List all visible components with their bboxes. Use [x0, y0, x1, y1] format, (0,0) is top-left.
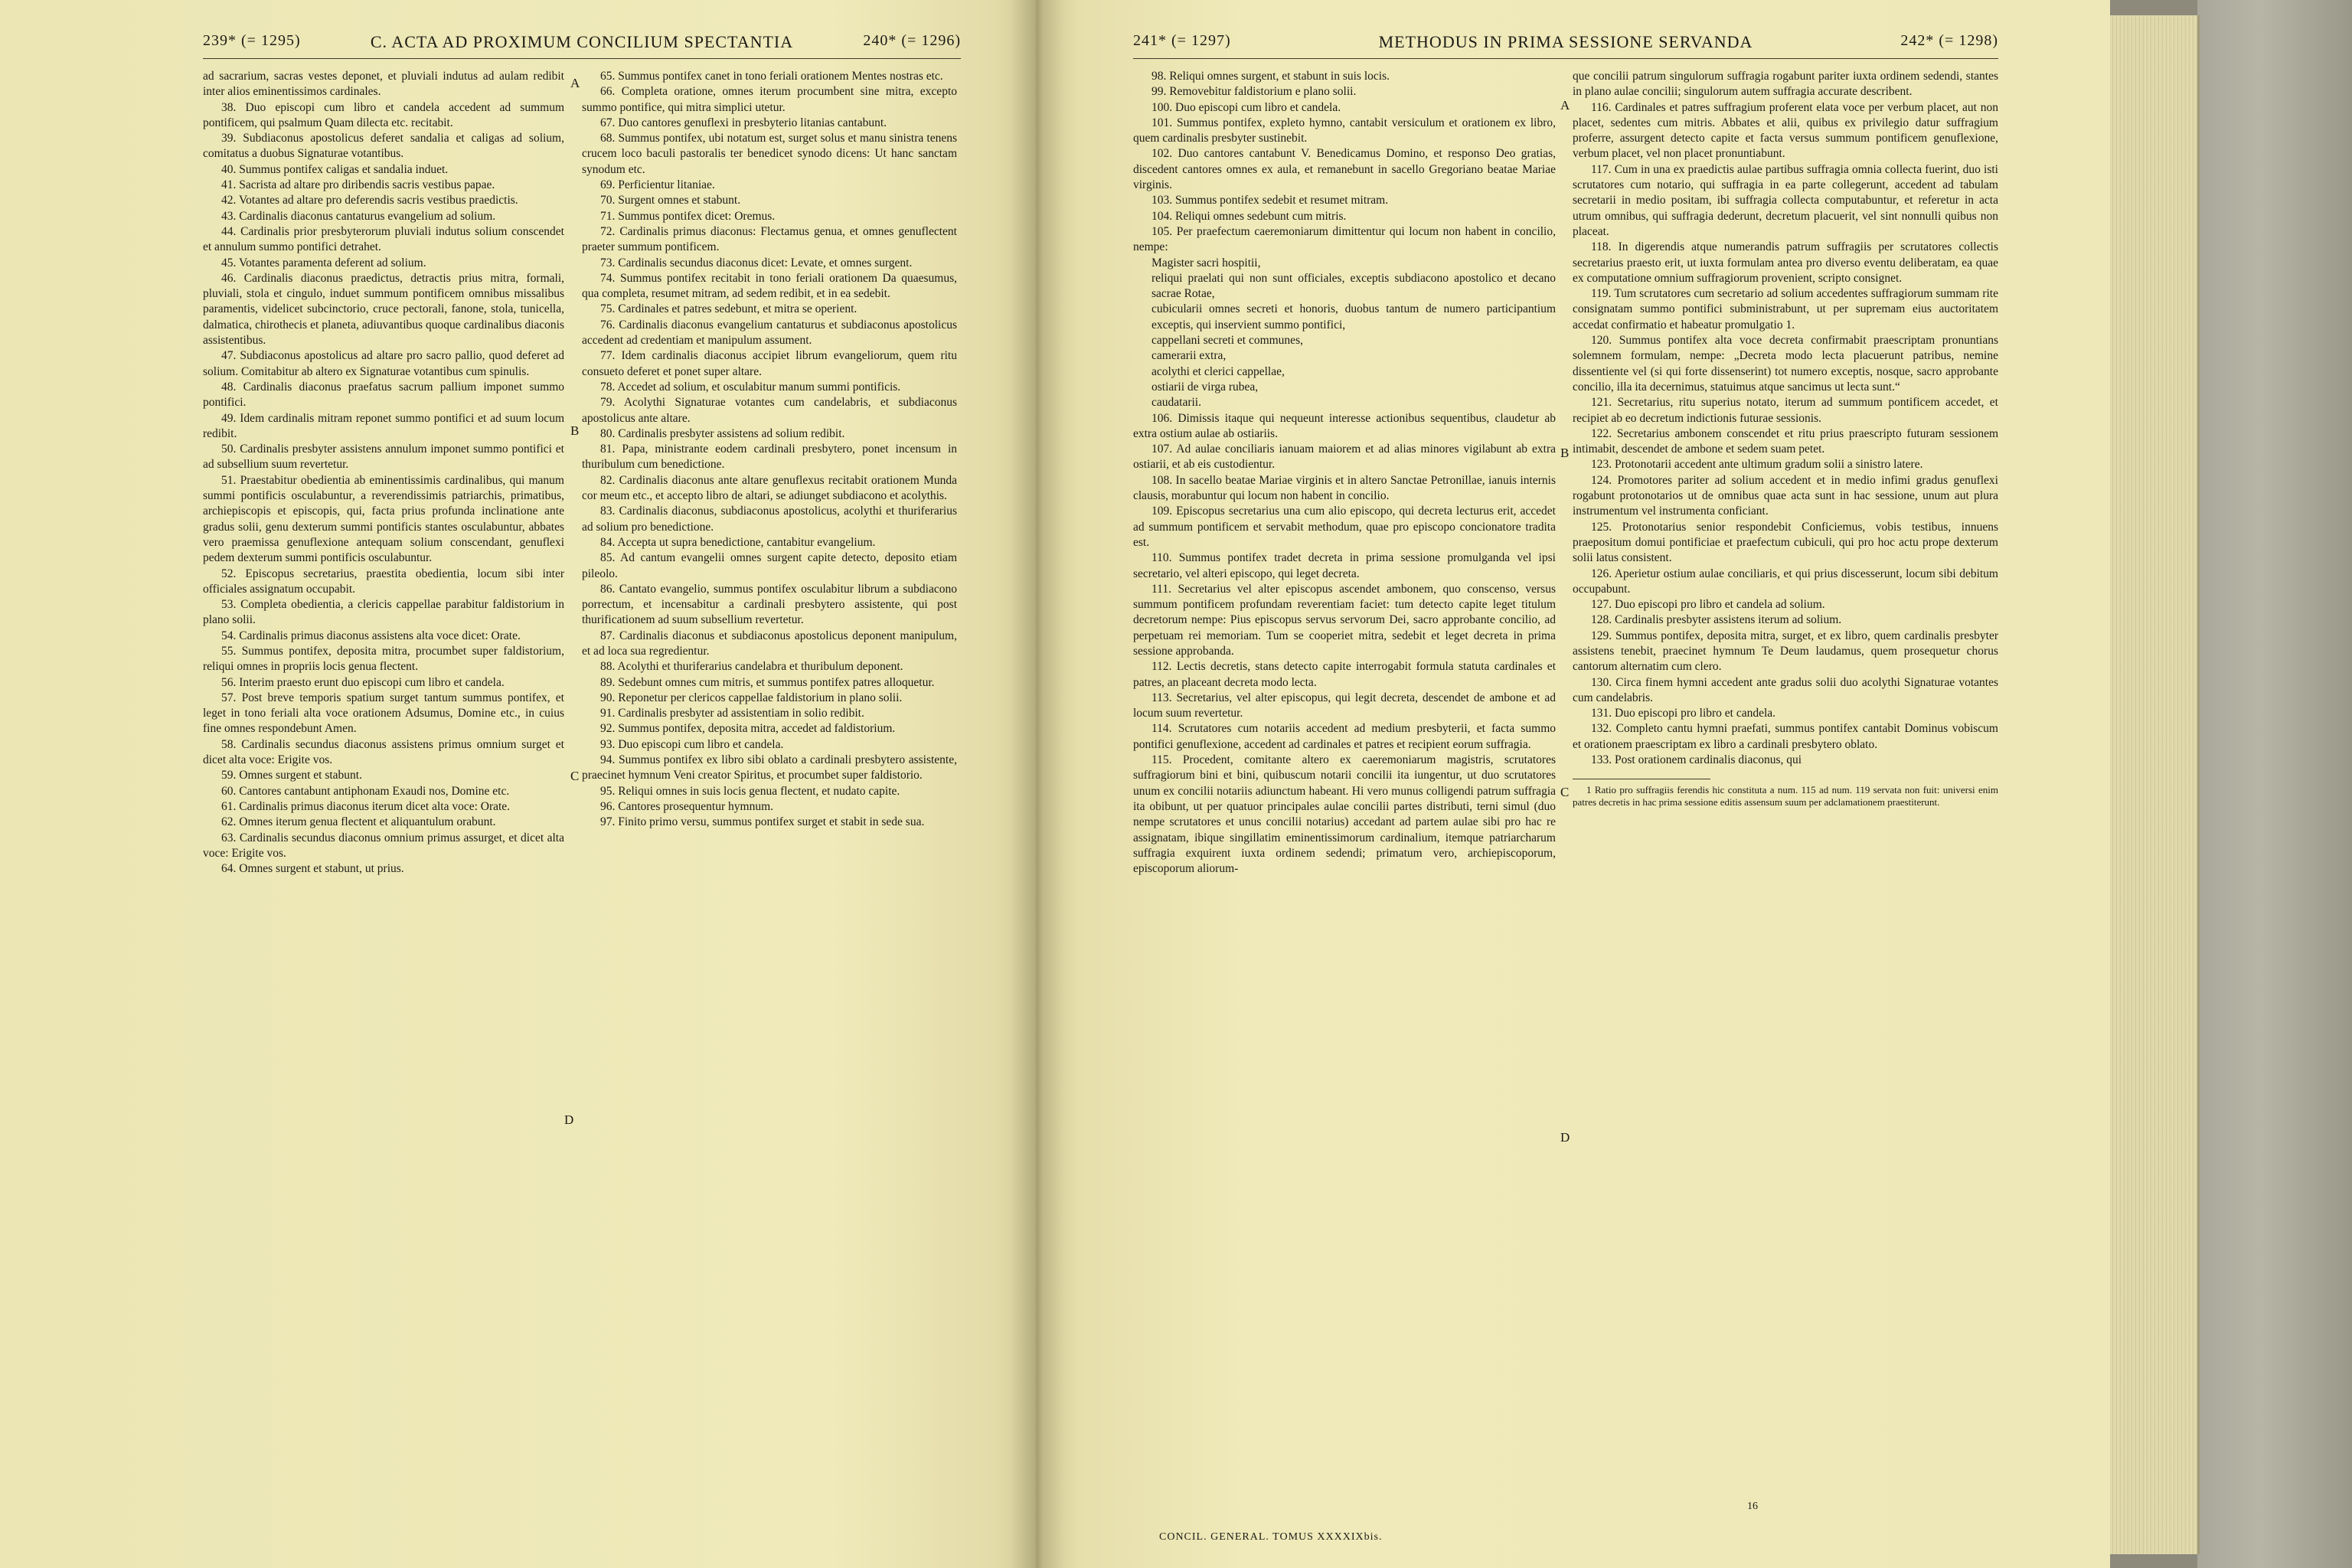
right-running-head — [1133, 31, 1998, 59]
paragraph: 103. Summus pontifex sedebit et resumet mitram. — [1152, 194, 1389, 207]
paragraph: 71. Summus pontifex dicet: Oremus. — [600, 209, 776, 223]
paragraph: 70. Surgent omnes et stabunt. — [600, 194, 741, 207]
paragraph: 76. Cardinalis diaconus evangelium cantaturus et subdiaconus apostolicus accedent ad credentiam et manipulum assument. — [582, 318, 957, 348]
paragraph: 89. Sedebunt omnes cum mitris, et summus pontifex patres alloquetur. — [600, 675, 935, 689]
paragraph: 54. Cardinalis primus diaconus assistens alta voce dicet: Orate. — [221, 629, 521, 642]
paragraph: 112. Lectis decretis, stans detecto capite interrogabit formula statuta cardinales et patres, an placeant decreta modo lecta. — [1133, 660, 1556, 689]
paragraph: 104. Reliqui omnes sedebunt cum mitris. — [1152, 209, 1347, 223]
paragraph: 121. Secretarius, ritu superius notato, iterum ad summum pontificem accedet, et recipiet ab eo decretum indictionis futurae sessionis. — [1573, 396, 1998, 425]
paragraph: 123. Protonotarii accedent ante ultimum gradum solii a sinistro latere. — [1591, 458, 1923, 472]
paragraph: 52. Episcopus secretarius, praestita obedientia, locum sibi inter officiales assignatum occupabit. — [203, 567, 564, 596]
list-item: Magister sacri hospitii, — [1152, 256, 1261, 270]
paragraph: 79. Acolythi Signaturae votantes cum candelabris, et subdiaconus apostolicus ante altare. — [582, 396, 957, 425]
left-page — [0, 0, 1035, 1568]
paragraph: 42. Votantes ad altare pro deferendis sacris vestibus praedictis. — [221, 194, 518, 207]
paragraph: 69. Perficientur litaniae. — [600, 178, 715, 192]
paragraph: 56. Interim praesto erunt duo episcopi cum libro et candela. — [221, 675, 505, 689]
paragraph: 38. Duo episcopi cum libro et candela accedent ad summum pontificem, qui psalmum Quam dilecta etc. recitabit. — [203, 100, 564, 129]
page-edges — [2110, 15, 2200, 1554]
paragraph: 120. Summus pontifex alta voce decreta confirmabit praescriptam pronuntians solemnem formulam, nempe: „Decreta modo lecta placuerunt patribus, nemine dissentiente vel (si qui forte dissenserint) tot numero exceptis, nosque, sacro approbante concilio, illa ita decernimus, statuimus atque sancimus ut lecta sunt.“ — [1573, 334, 1998, 394]
paragraph: 64. Omnes surgent et stabunt, ut prius. — [221, 862, 404, 876]
paragraph: 75. Cardinales et patres sedebunt, et mitra se operient. — [600, 302, 858, 316]
paragraph: 39. Subdiaconus apostolicus deferet sandalia et caligas ad solium, comitatus a duobus Signaturae votantibus. — [203, 132, 564, 161]
paragraph: 107. Ad aulae conciliaris ianuam maiorem et ad alias minores vigilabunt ab extra ostiarii, et ab eis custodientur. — [1133, 443, 1556, 472]
paragraph: 58. Cardinalis secundus diaconus assistens primus omnium surget et dicet alta voce: Erigite vos. — [203, 737, 564, 767]
paragraph: 113. Secretarius, vel alter episcopus, qui legit decreta, descendet de ambone et ad locum suum revertetur. — [1133, 691, 1556, 720]
paragraph: 114. Scrutatores cum notariis accedent ad medium presbyterii, et facta summo pontifici genuflexione, accedent ad cardinales et patres et recipient eorum suffragia. — [1133, 722, 1556, 751]
list-item: acolythi et clerici cappellae, — [1152, 364, 1285, 378]
paragraph: 83. Cardinalis diaconus, subdiaconus apostolicus, acolythi et thuriferarius ad solium pro benedictione. — [582, 505, 957, 534]
margin-letter: C — [1560, 785, 1570, 799]
margin-letter: A — [1560, 98, 1570, 113]
paragraph: 65. Summus pontifex canet in tono feriali orationem Mentes nostras etc. — [600, 70, 943, 83]
paragraph: 91. Cardinalis presbyter ad assistentiam in solio redibit. — [600, 707, 864, 720]
paragraph: 74. Summus pontifex recitabit in tono feriali orationem Da quaesumus, qua completa, resumet mitram, ad sedem redibit, et in ea sedebit. — [582, 271, 957, 301]
paragraph: 63. Cardinalis secundus diaconus omnium primus assurget, et dicet alta voce: Erigite vos. — [203, 831, 564, 860]
paragraph: 116. Cardinales et patres suffragium proferent elata voce per verbum placet, aut non placet, sedentes cum mitris. Abbates et alii, quibus ex privilegio datur suffragium proferre, assurgent detecto capite et facta versus summum pontificem genuflexione, verbum placet, vel non placet pronuntiabunt. — [1573, 100, 1998, 161]
right-page-title: METHODUS IN PRIMA SESSIONE SERVANDA — [1378, 32, 1753, 51]
paragraph: 48. Cardinalis diaconus praefatus sacrum pallium imponet summo pontifici. — [203, 380, 564, 410]
paragraph: 78. Accedet ad solium, et osculabitur manum summi pontificis. — [600, 380, 901, 394]
paragraph: 133. Post orationem cardinalis diaconus, qui — [1591, 753, 1802, 767]
paragraph: 46. Cardinalis diaconus praedictus, detractis prius mitra, formali, pluviali, stola et cingulo, induet summum pontificem omnibus missalibus paramentis, videlicet subcinctorio, cruce pectorali, fanone, stola, tunicella, dalmatica, chirothecis et planeta, adiuvantibus quoque cardinalibus diaconis assistentibus. — [203, 271, 564, 348]
paragraph: 87. Cardinalis diaconus et subdiaconus apostolicus deponent manipulum, et ad loca sua regredientur. — [582, 629, 957, 658]
margin-letter: C — [570, 769, 580, 783]
list-item: reliqui praelati qui non sunt officiales, exceptis subdiacono apostolico et decano sacrae Rotae, — [1152, 271, 1556, 301]
paragraph: 61. Cardinalis primus diaconus iterum dicet alta voce: Orate. — [221, 799, 511, 813]
folio-number: 16 — [1747, 1501, 1758, 1512]
paragraph: 44. Cardinalis prior presbyterorum pluviali indutus solium conscendet et annulum summo pontifici detrahet. — [203, 224, 564, 254]
paragraph: 47. Subdiaconus apostolicus ad altare pro sacro pallio, quod deferet ad solium. Comitabitur ab altero ex Signaturae votantibus cum spinulis. — [203, 349, 564, 378]
paragraph: 96. Cantores prosequentur hymnum. — [600, 799, 774, 813]
paragraph: 93. Duo episcopi cum libro et candela. — [600, 737, 784, 751]
paragraph: 86. Cantato evangelio, summus pontifex osculabitur librum a subdiacono porrectum, et incensabitur a cardinali presbytero assistente, qui post thurificationem ad suum subsellium revertetur. — [582, 582, 957, 627]
paragraph: ad sacrarium, sacras vestes deponet, et pluviali indutus ad aulam redibit inter alios eminentissimos cardinales. — [203, 70, 564, 99]
paragraph: 82. Cardinalis diaconus ante altare genuflexus recitabit orationem Munda cor meum etc., et accepto libro de altari, se adiunget subdiacono et acolythis. — [582, 473, 957, 503]
paragraph: 92. Summus pontifex, deposita mitra, accedet ad faldistorium. — [600, 722, 896, 736]
paragraph: 66. Completa oratione, omnes iterum procumbent sine mitra, excepto summo pontifice, qui mitra simplici utetur. — [582, 85, 957, 114]
paragraph: 62. Omnes iterum genua flectent et aliquantulum orabunt. — [221, 815, 496, 829]
paragraph: que concilii patrum singulorum suffragia rogabunt pariter iuxta ordinem sedendi, stantes in plano aulae concilii; singulorum autem suffragia accurate describent. — [1573, 70, 1998, 99]
paragraph: 88. Acolythi et thuriferarius candelabra et thuribulum deponent. — [600, 660, 903, 674]
paragraph: 130. Circa finem hymni accedent ante gradus solii duo acolythi Signaturae votantes cum candelabris. — [1573, 675, 1998, 704]
paragraph: 122. Secretarius ambonem conscendet et ritu prius praescripto futuram sessionem intimabit, descendet de ambone et sedem suam petet. — [1573, 426, 1998, 456]
signature-mark: CONCIL. GENERAL. TOMUS XXXXIXbis. — [1159, 1531, 1383, 1543]
margin-letter: D — [1560, 1130, 1570, 1145]
list-item: ostiarii de virga rubea, — [1152, 380, 1259, 394]
paragraph: 111. Secretarius vel alter episcopus ascendet ambonem, quo conscenso, versus summum pontificem profundam reverentiam faciet: tum detecto capite leget titulum decretorum nempe: Pius episcopus servus servorum Dei, sacro approbante concilio, ad perpetuam rei memoriam. Tum se cooperiet mitra, sedebit et leget decreta in prima sessione approbanda. — [1133, 582, 1556, 658]
paragraph: 57. Post breve temporis spatium surget tantum summus pontifex, et leget in tono feriali alta voce orationem Adsumus, Domine etc., in cuius fine omnes respondebunt Amen. — [203, 691, 564, 736]
paragraph: 67. Duo cantores genuflexi in presbyterio litanias cantabunt. — [600, 116, 887, 129]
list-item: caudatarii. — [1152, 396, 1201, 410]
left-column-a — [203, 69, 564, 877]
paragraph: 41. Sacrista ad altare pro diribendis sacris vestibus papae. — [221, 178, 495, 192]
paragraph: 110. Summus pontifex tradet decreta in prima sessione promulganda vel ipsi secretario, vel alteri episcopo, qui leget decreta. — [1133, 551, 1556, 580]
paragraph: 80. Cardinalis presbyter assistens ad solium redibit. — [600, 426, 845, 440]
paragraph: 53. Completa obedientia, a clericis cappellae parabitur faldistorium in plano solii. — [203, 598, 564, 627]
paragraph: 60. Cantores cantabunt antiphonam Exaudi nos, Domine etc. — [221, 784, 510, 798]
paragraph: 118. In digerendis atque numerandis patrum suffragiis per scrutatores collectis secretarius praesto erit, ut iuxta formulam antea pro diverso eventu deliberatam, ea quae ex computatione omnium suffragiorum provenient, scripto consignet. — [1573, 240, 1998, 285]
right-page-number-secondary: 242* (= 1298) — [1900, 32, 1998, 49]
right-page — [1035, 0, 2110, 1568]
paragraph: 59. Omnes surgent et stabunt. — [221, 769, 362, 782]
paragraph: 106. Dimissis itaque qui nequeunt interesse actionibus sequentibus, claudetur ab extra ostium aulae ab ostiariis. — [1133, 411, 1556, 440]
paragraph: 100. Duo episcopi cum libro et candela. — [1152, 100, 1341, 114]
paragraph: 105. Per praefectum caeremoniarum dimittentur qui locum non habent in concilio, nempe: — [1133, 224, 1556, 254]
left-page-title: C. ACTA AD PROXIMUM CONCILIUM SPECTANTIA — [370, 32, 794, 51]
margin-letter: B — [570, 423, 580, 438]
paragraph: 72. Cardinalis primus diaconus: Flectamus genua, et omnes genuflectent praeter summum pontificem. — [582, 224, 957, 254]
paragraph: 127. Duo episcopi pro libro et candela ad solium. — [1591, 598, 1825, 612]
paragraph: 77. Idem cardinalis diaconus accipiet librum evangeliorum, quem ritu consueto deferet et ponet super altare. — [582, 349, 957, 378]
desk-background — [2197, 0, 2352, 1568]
paragraph: 129. Summus pontifex, deposita mitra, surget, et ex libro, quem cardinalis presbyter assistens tenebit, praecinet hymnum Te Deum laudamus, quem prosequetur chorus cantorum alternatim cum clero. — [1573, 629, 1998, 674]
footnote: 1 Ratio pro suffragiis ferendis hic constituta a num. 115 ad num. 119 servata non fuit: universi enim patres decretis in hac prima sessione editis assensum suum per adclamationem praestiterunt. — [1573, 784, 1998, 808]
paragraph: 119. Tum scrutatores cum secretario ad solium accedentes suffragiorum summam rite consignatam summo pontifici subministrabunt, ut per supremam eius auctoritatem accedat confirmatio et habeatur promulgatio 1. — [1573, 287, 1998, 332]
paragraph: 124. Promotores pariter ad solium accedent et in medio infimi gradus genuflexi rogabunt protonotarios ut de omnibus quae acta sunt in hac sessione, unum aut plura instrumentum vel instrumenta conficiant. — [1573, 473, 1998, 518]
paragraph: 81. Papa, ministrante eodem cardinali presbytero, ponet incensum in thuribulum cum benedictione. — [582, 443, 957, 472]
paragraph: 85. Ad cantum evangelii omnes surgent capite detecto, deposito etiam pileolo. — [582, 551, 957, 580]
excluded-persons-list — [1133, 256, 1556, 411]
right-column-b — [1573, 69, 1998, 808]
paragraph: 125. Protonotarius senior respondebit Conficiemus, vobis testibus, innuens praepositum domui pontificiae et praefectum cubiculi, qui pro hoc actu prope dexterum solii latus consistent. — [1573, 520, 1998, 565]
paragraph: 49. Idem cardinalis mitram reponet summo pontifici et ad suum locum redibit. — [203, 411, 564, 440]
paragraph: 109. Episcopus secretarius una cum alio episcopo, qui decreta lecturus erit, accedet ad summum pontificem et servabit methodum, quae pro episcopo concionatore tradita est. — [1133, 505, 1556, 549]
left-column-b — [582, 69, 957, 831]
left-page-number-secondary: 240* (= 1296) — [863, 32, 961, 49]
list-item: cappellani secreti et communes, — [1152, 334, 1303, 348]
right-column-a — [1133, 69, 1556, 877]
paragraph: 128. Cardinalis presbyter assistens iterum ad solium. — [1591, 613, 1842, 627]
margin-letter: B — [1560, 446, 1570, 460]
paragraph: 115. Procedent, comitante altero ex caeremoniarum magistris, scrutatores suffragiorum bini et bini, quibuscum notarii concilii ita iungentur, ut duo scrutatores unum ex concilii notariis adiunctum habeant. Hi vero munus colligendi patrum suffragia ita obibunt, ut per quatuor principales aulae concilii partes distributi, terni simul (duo nempe scrutatores et unus concilii notarius) accedant ad partem aulae sibi pro hac re assignatam, ibique singillatim eminentissimorum cardinalium, itemque patriarcharum suffragia exquirent iuxta ordinem sedendi; primatum vero, archiepiscoporum, episcoporum aliorum- — [1133, 753, 1556, 876]
paragraph: 68. Summus pontifex, ubi notatum est, surget solus et manu sinistra tenens crucem loco baculi pastoralis ter benedicet synodo dicens: Ut hanc sanctam synodum etc. — [582, 132, 957, 176]
paragraph: 55. Summus pontifex, deposita mitra, procumbet super faldistorium, reliqui omnes in propriis locis genua flectent. — [203, 644, 564, 674]
paragraph: 90. Reponetur per clericos cappellae faldistorium in plano solii. — [600, 691, 903, 704]
paragraph: 108. In sacello beatae Mariae virginis et in altero Sanctae Petronillae, ianuis internis clausis, morabuntur qui locum non habent in concilio. — [1133, 473, 1556, 503]
paragraph: 101. Summus pontifex, expleto hymno, cantabit versiculum et orationem ex libro, quem cardinalis presbyter sustinebit. — [1133, 116, 1556, 145]
left-running-head — [203, 31, 961, 59]
gutter-shadow — [1011, 0, 1064, 1568]
paragraph: 40. Summus pontifex caligas et sandalia induet. — [221, 162, 449, 176]
paragraph: 95. Reliqui omnes in suis locis genua flectent, et nudato capite. — [600, 784, 900, 798]
paragraph: 132. Completo cantu hymni praefati, summus pontifex cantabit Dominus vobiscum et orationem praescriptam ex libro a cardinali presbytero oblato. — [1573, 722, 1998, 751]
paragraph: 73. Cardinalis secundus diaconus dicet: Levate, et omnes surgent. — [600, 256, 913, 270]
paragraph: 43. Cardinalis diaconus cantaturus evangelium ad solium. — [221, 209, 496, 223]
paragraph: 99. Removebitur faldistorium e plano solii. — [1152, 85, 1357, 99]
paragraph: 117. Cum in una ex praedictis aulae partibus suffragia omnia collecta fuerint, duo isti scrutatores cum notario, qui suffragia in ea parte collegerunt, accedent ad tabulam secretarii in medio positam, ibi suffragia collecta computabuntur, et referetur in acta utrum omnibus, qui suffragia dederunt, decretum placuerit, vel sint nonnulli quibus non placeat. — [1573, 162, 1998, 238]
right-page-number: 241* (= 1297) — [1133, 32, 1231, 49]
list-item: cubicularii omnes secreti et honoris, duobus tantum de numero participantium exceptis, qui inservient summo pontifici, — [1152, 302, 1556, 332]
margin-letter: A — [570, 76, 580, 90]
paragraph: 97. Finito primo versu, summus pontifex surget et stabit in sede sua. — [600, 815, 925, 829]
paragraph: 84. Accepta ut supra benedictione, cantabitur evangelium. — [600, 535, 876, 549]
list-item: camerarii extra, — [1152, 349, 1227, 363]
paragraph: 102. Duo cantores cantabunt V. Benedicamus Domino, et responso Deo gratias, discedent cantores omnes ex aula, et remanebunt in sacello Gregoriano beatae Mariae virginis. — [1133, 147, 1556, 192]
left-page-number: 239* (= 1295) — [203, 32, 301, 49]
paragraph: 126. Aperietur ostium aulae conciliaris, et qui prius discesserunt, locum sibi debitum occupabunt. — [1573, 567, 1998, 596]
paragraph: 50. Cardinalis presbyter assistens annulum imponet summo pontifici et ad subsellium suum revertetur. — [203, 443, 564, 472]
paragraph: 51. Praestabitur obedientia ab eminentissimis cardinalibus, qui manum summi pontificis osculabuntur, a reverendissimis patriarchis, primatibus, archiepiscopis et episcopis, qui, facta prius profunda inclinatione ante gradus solii, genu dexterum summi pontificis stantes osculabuntur, abbates vero praemissa genuflexione antequam solium conscendant, genuflexi pedem dexterum summi pontificis osculabuntur. — [203, 473, 564, 565]
paragraph: 94. Summus pontifex ex libro sibi oblato a cardinali presbytero assistente, praecinet hymnum Veni creator Spiritus, et procumbet super faldistorio. — [582, 753, 957, 782]
paragraph: 98. Reliqui omnes surgent, et stabunt in suis locis. — [1152, 70, 1390, 83]
margin-letter: D — [564, 1112, 574, 1127]
paragraph: 45. Votantes paramenta deferent ad solium. — [221, 256, 426, 270]
paragraph: 131. Duo episcopi pro libro et candela. — [1591, 707, 1776, 720]
